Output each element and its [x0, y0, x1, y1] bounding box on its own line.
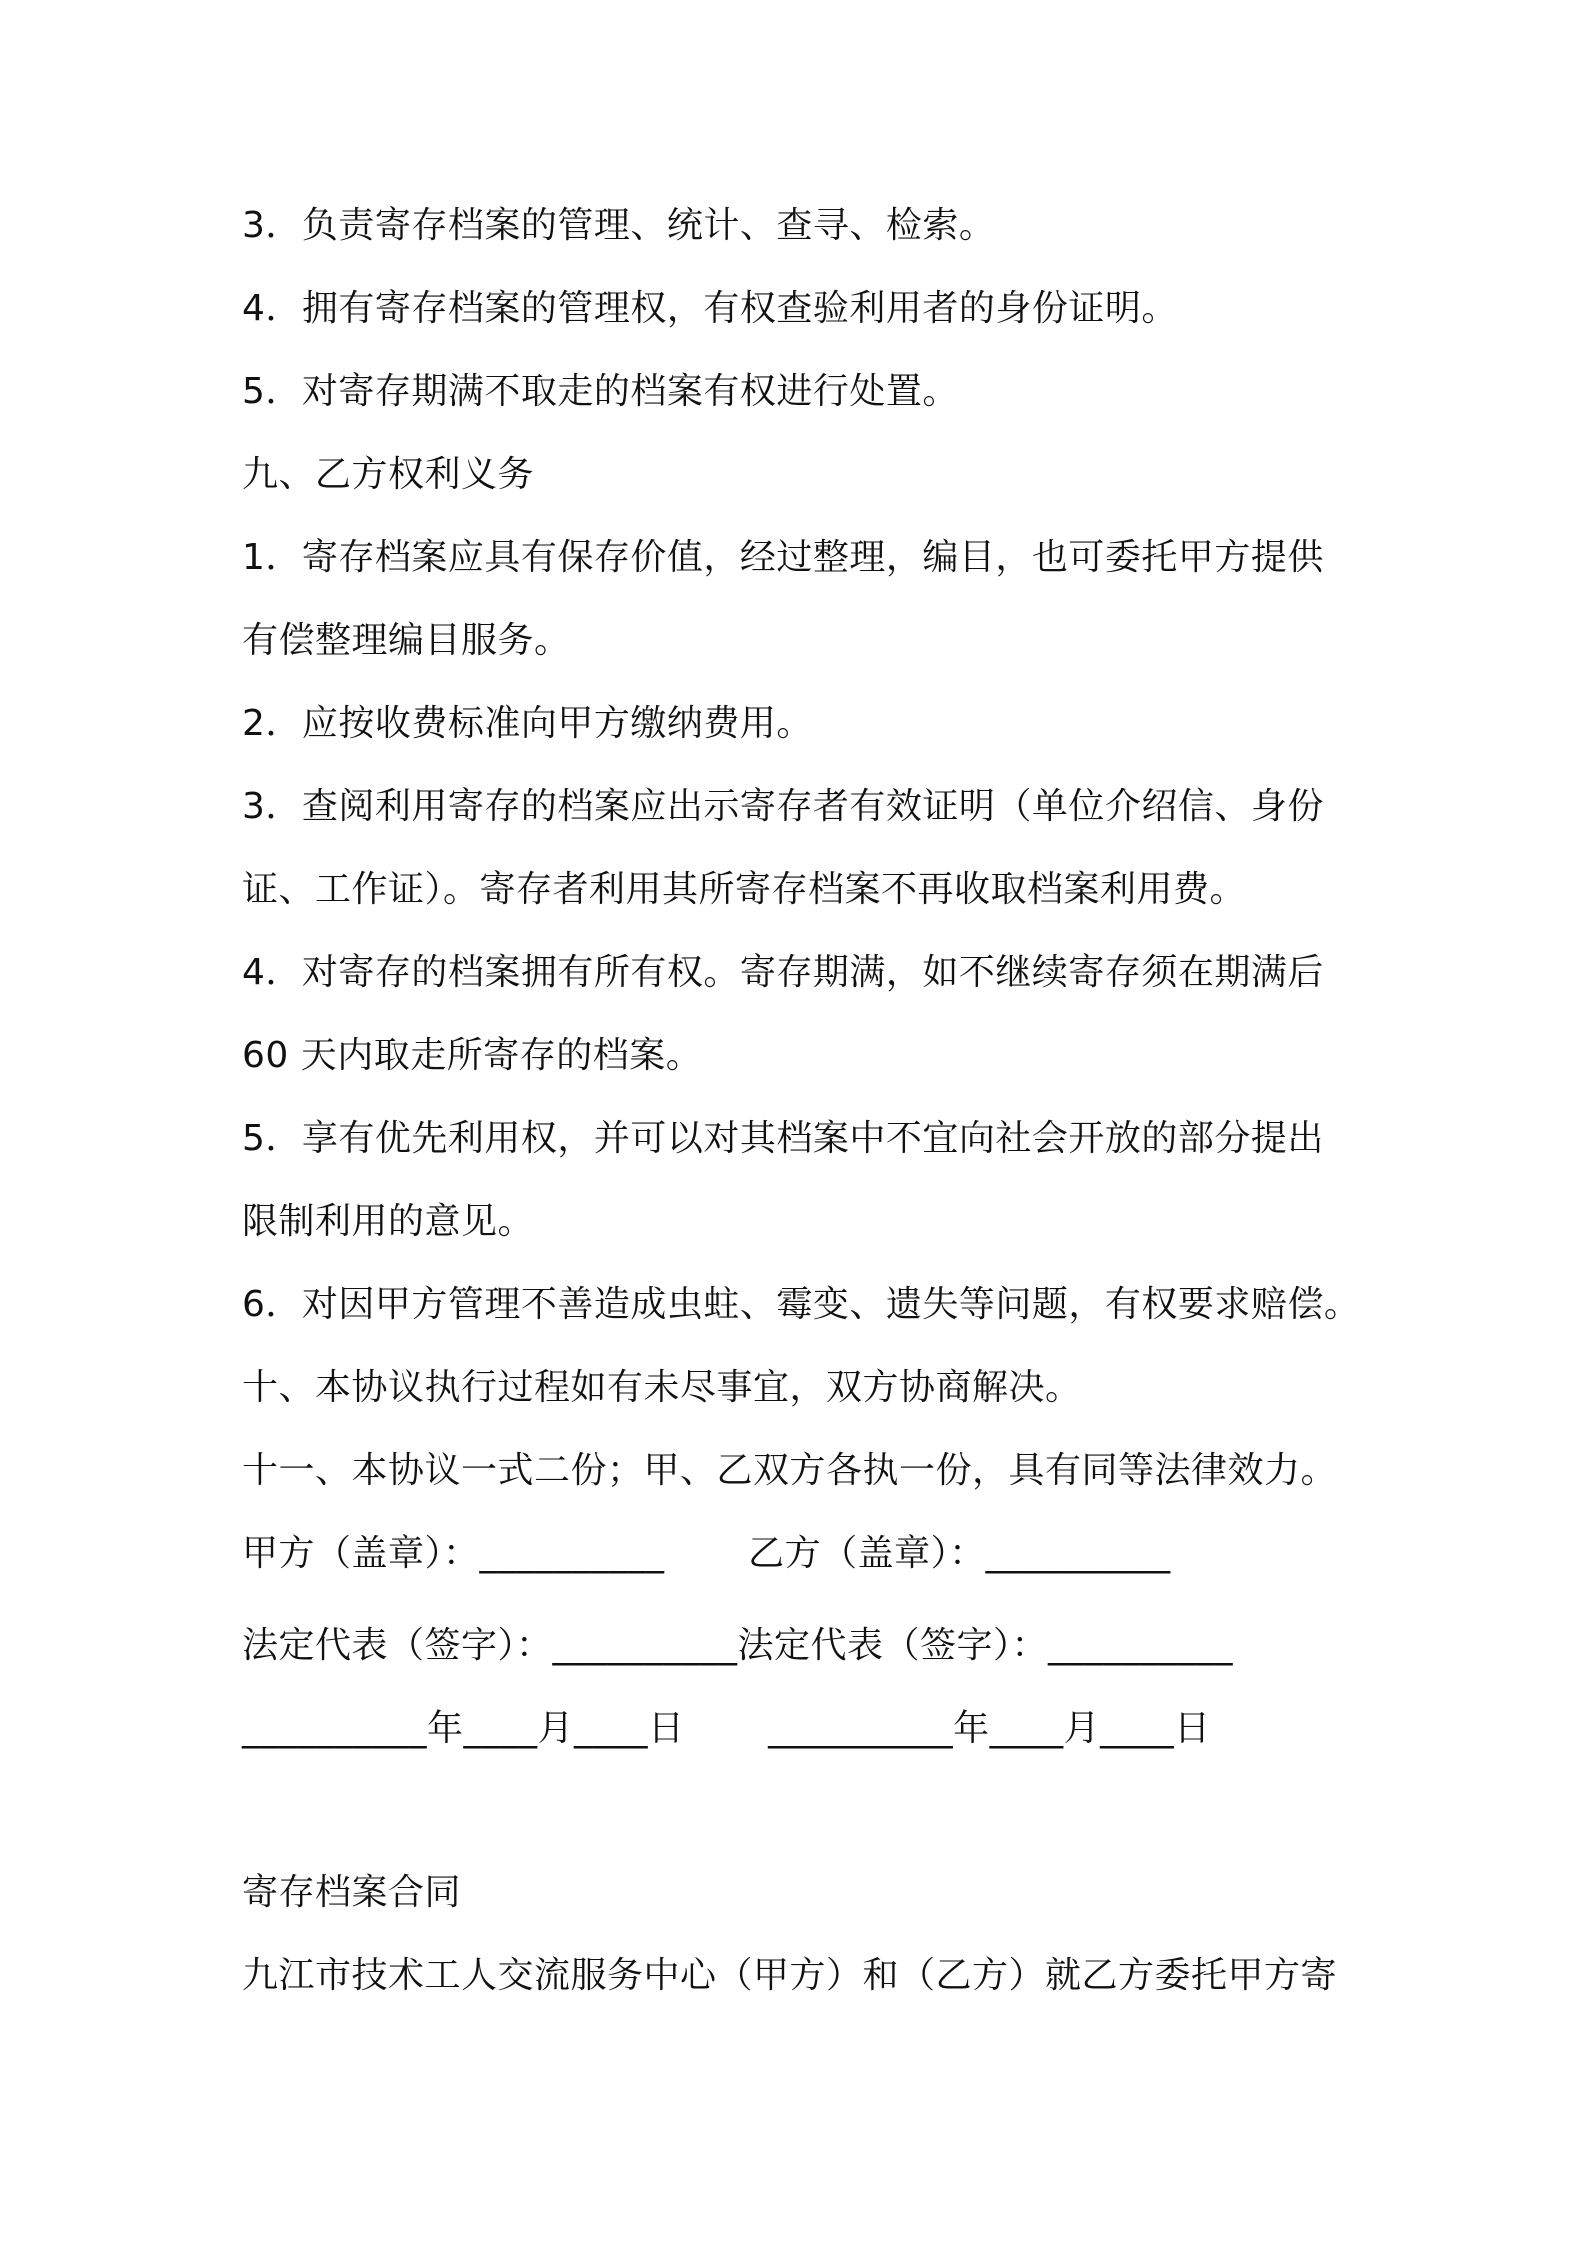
clause-jia-5: 5．对寄存期满不取走的档案有权进行处置。	[242, 371, 959, 412]
clause-yi-5-line-1: 5．享有优先利用权，并可以对其档案中不宜向社会开放的部分提出	[242, 1118, 1324, 1159]
signature-representative-line: 法定代表（签字）：__________法定代表（签字）：__________	[242, 1625, 1234, 1666]
section-heading-yi-rights: 九、乙方权利义务	[242, 454, 535, 495]
clause-jia-3: 3．负责寄存档案的管理、统计、查寻、检索。	[242, 205, 996, 246]
clause-yi-4-line-2: 60 天内取走所寄存的档案。	[242, 1035, 703, 1076]
signature-date-line: __________年____月____日 __________年____月____日	[242, 1708, 1211, 1749]
clause-eleven: 十一、本协议一式二份；甲、乙双方各执一份，具有同等法律效力。	[242, 1450, 1338, 1491]
clause-yi-3-line-2: 证、工作证）。寄存者利用其所寄存档案不再收取档案利用费。	[242, 869, 1247, 910]
clause-yi-4-line-1: 4．对寄存的档案拥有所有权。寄存期满，如不继续寄存须在期满后	[242, 952, 1324, 993]
clause-yi-2: 2．应按收费标准向甲方缴纳费用。	[242, 703, 813, 744]
clause-yi-3-line-1: 3．查阅利用寄存的档案应出示寄存者有效证明（单位介绍信、身份	[242, 786, 1324, 827]
clause-yi-1-line-1: 1．寄存档案应具有保存价值，经过整理，编目，也可委托甲方提供	[242, 537, 1324, 578]
clause-yi-6: 6．对因甲方管理不善造成虫蛀、霉变、遗失等问题，有权要求赔偿。	[242, 1284, 1361, 1325]
clause-jia-4: 4．拥有寄存档案的管理权，有权查验利用者的身份证明。	[242, 288, 1178, 329]
clause-yi-1-line-2: 有偿整理编目服务。	[242, 620, 571, 661]
clause-ten: 十、本协议执行过程如有未尽事宜，双方协商解决。	[242, 1367, 1082, 1408]
contract-title: 寄存档案合同	[242, 1872, 462, 1913]
contract-intro: 九江市技术工人交流服务中心（甲方）和（乙方）就乙方委托甲方寄	[242, 1955, 1338, 1996]
clause-yi-5-line-2: 限制利用的意见。	[242, 1201, 535, 1242]
signature-seal-line: 甲方（盖章）：__________ 乙方（盖章）：__________	[242, 1533, 1171, 1574]
